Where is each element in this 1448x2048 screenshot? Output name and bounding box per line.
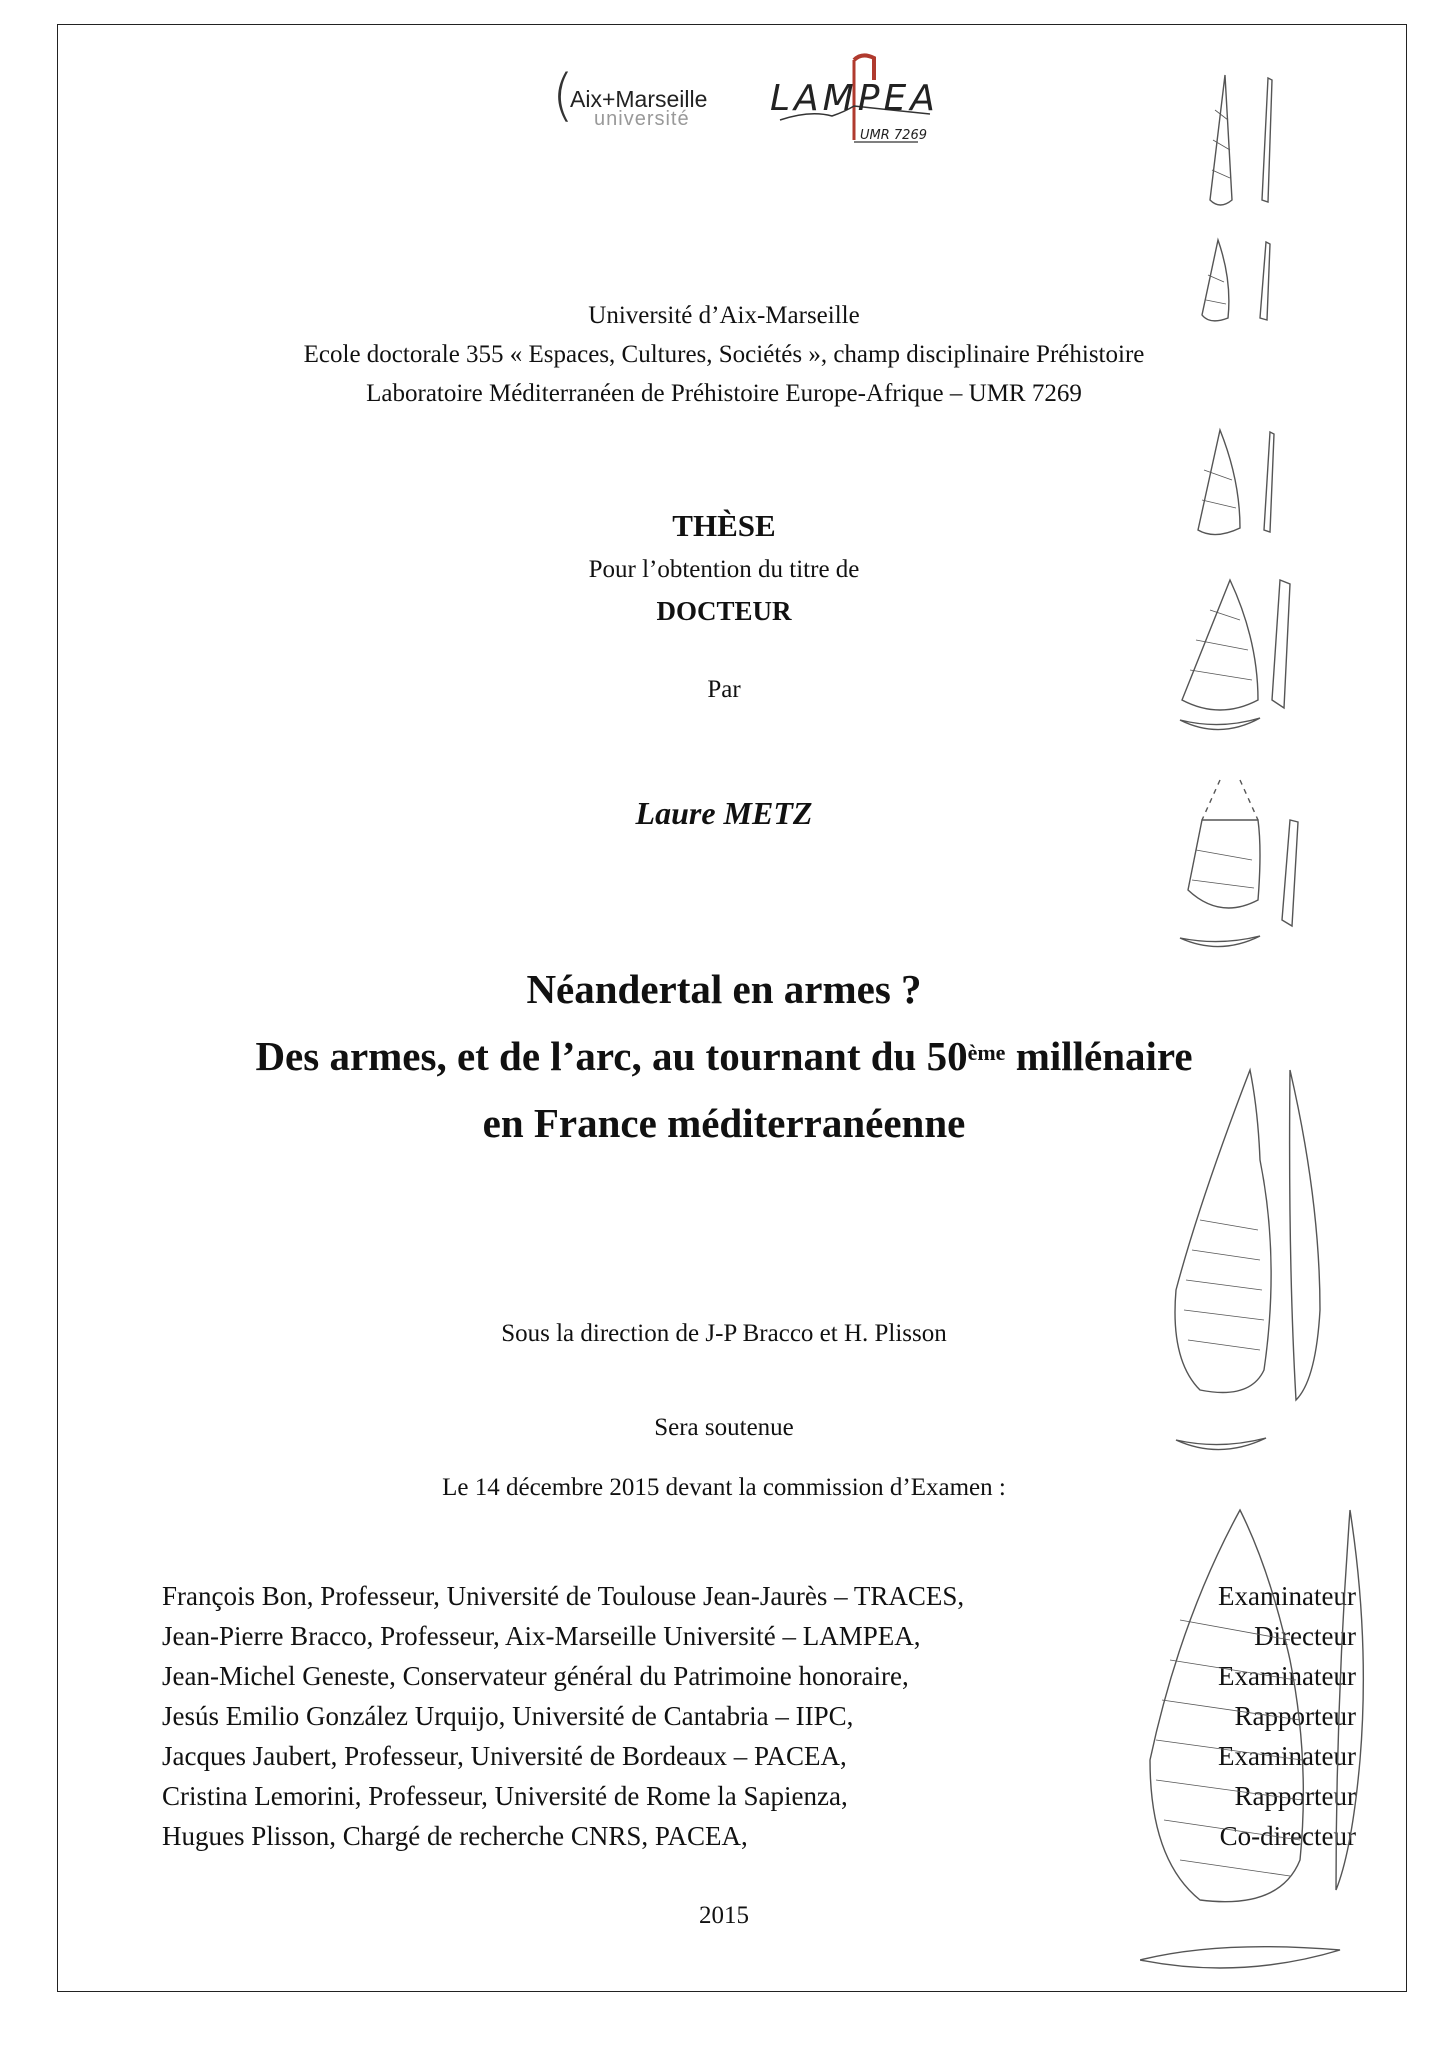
jury-member: Jacques Jaubert, Professeur, Université de Bordeaux – PACEA, Examinateur	[162, 1741, 1356, 1771]
year: 2015	[699, 1902, 749, 1929]
jury-member: Jean-Pierre Bracco, Professeur, Aix-Marseille Université – LAMPEA, Directeur	[162, 1621, 1356, 1651]
tool-drawing-1	[1210, 75, 1272, 205]
amu-logo-sub: université	[594, 108, 690, 130]
supervision: Sous la direction de J-P Bracco et H. Plisson	[501, 1320, 947, 1347]
tool-drawing-3	[1198, 430, 1274, 535]
institution-line-3: Laboratoire Méditerranéen de Préhistoire Europe-Afrique – UMR 7269	[366, 380, 1082, 407]
thesis-degree: DOCTEUR	[656, 596, 792, 626]
lampea-logo-name: LAMPEA	[770, 78, 939, 119]
tool-drawing-6	[1175, 1070, 1320, 1450]
thesis-heading: THÈSE	[672, 508, 776, 543]
tool-drawing-2	[1202, 240, 1270, 321]
tool-drawing-7	[1140, 1510, 1363, 1968]
title-line-1: Néandertal en armes ?	[526, 966, 922, 1012]
lampea-logo-umr: UMR 7269	[860, 128, 927, 143]
title-line-3: en France méditerranéenne	[482, 1100, 966, 1146]
lithic-illustrations	[1140, 60, 1400, 1990]
jury-member: Hugues Plisson, Chargé de recherche CNRS, PACEA, Co-directeur	[162, 1821, 1356, 1851]
institution-line-2: Ecole doctorale 355 « Espaces, Cultures, Sociétés », champ disciplinaire Préhistoire	[303, 341, 1145, 368]
defense-label: Sera soutenue	[654, 1414, 794, 1441]
jury-member: Jesús Emilio González Urquijo, Université de Cantabria – IIPC, Rapporteur	[162, 1701, 1356, 1731]
aix-marseille-logo: ( Aix+Marseille université	[552, 63, 708, 130]
jury-member: Cristina Lemorini, Professeur, Université de Rome la Sapienza, Rapporteur	[162, 1781, 1356, 1811]
jury-member: Jean-Michel Geneste, Conservateur général du Patrimoine honoraire, Examinateur	[162, 1661, 1356, 1691]
tool-drawing-4	[1180, 580, 1290, 730]
thesis-purpose: Pour l’obtention du titre de	[588, 556, 860, 583]
amu-logo-name: Aix+Marseille	[570, 86, 708, 112]
institution-line-1: Université d’Aix-Marseille	[588, 302, 860, 329]
thesis-by: Par	[707, 676, 741, 703]
author-name: Laure METZ	[635, 795, 813, 831]
title-line-2: Des armes, et de l’arc, au tournant du 50ème millénaire	[255, 1033, 1193, 1079]
defense-date: Le 14 décembre 2015 devant la commission d’Examen :	[442, 1474, 1006, 1501]
tool-drawing-5	[1180, 780, 1298, 947]
lampea-logo	[770, 50, 940, 150]
jury-member: François Bon, Professeur, Université de Toulouse Jean-Jaurès – TRACES, Examinateur	[162, 1581, 1356, 1611]
